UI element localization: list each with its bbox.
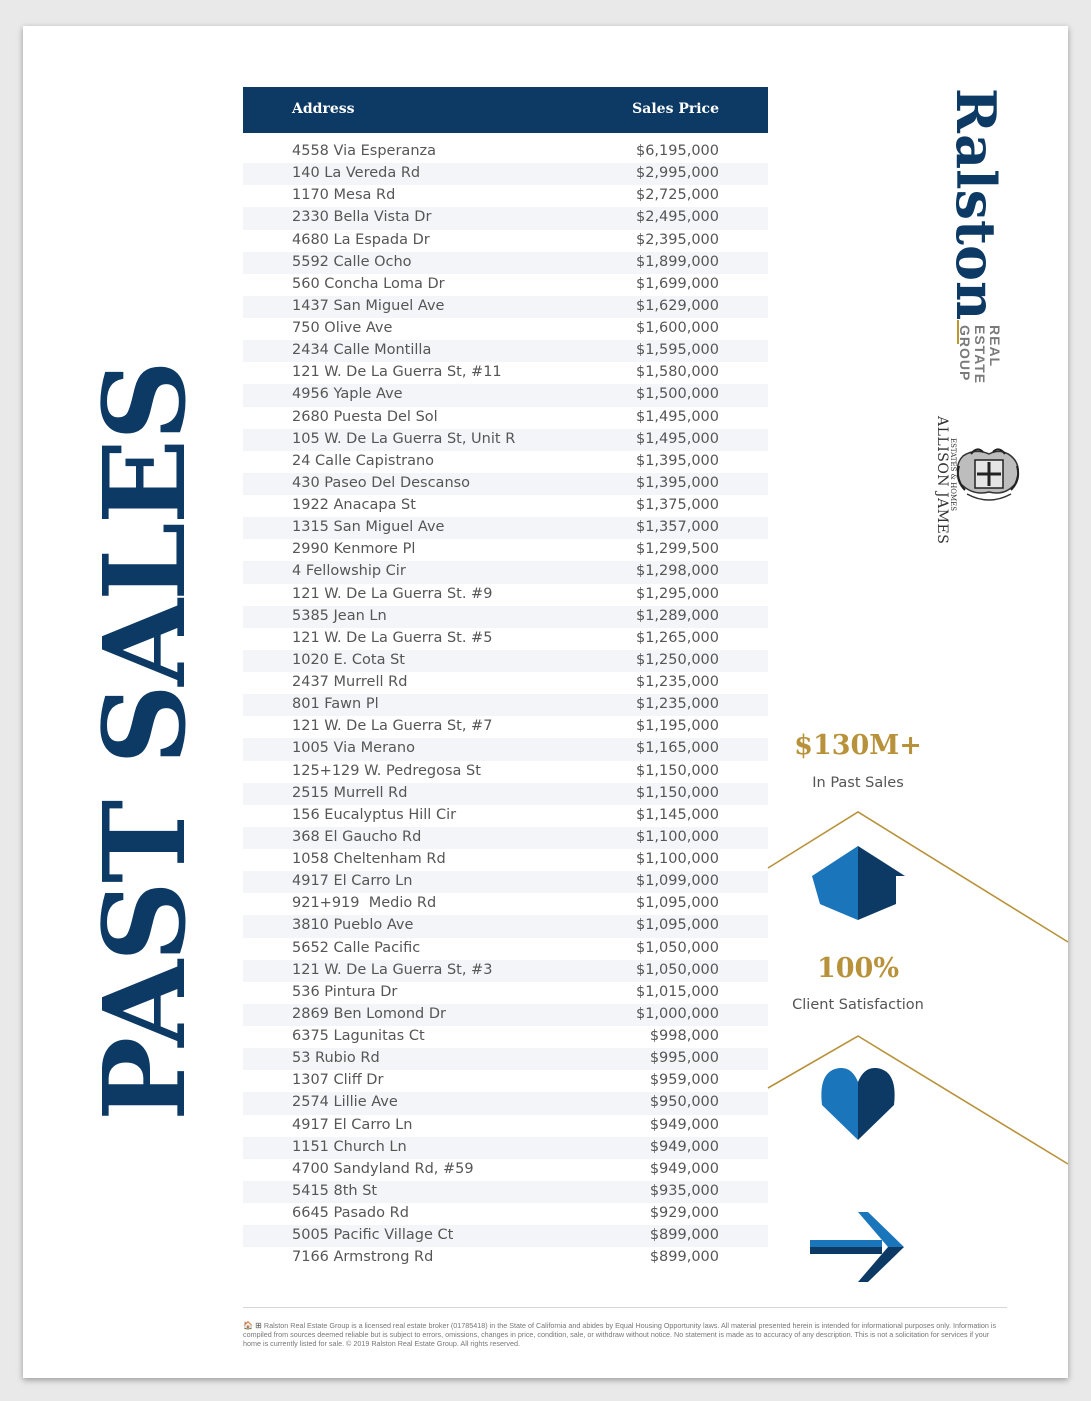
price-cell: $1,195,000 [635,718,719,735]
price-cell: $1,100,000 [635,828,719,845]
price-cell: $1,150,000 [635,784,719,801]
price-cell: $1,050,000 [635,939,719,956]
stat-sales-label: In Past Sales [812,775,904,791]
table-row [243,340,768,362]
price-cell: $1,250,000 [635,651,719,668]
price-cell: $1,099,000 [635,873,719,890]
table-row [243,1137,768,1159]
table-row [243,960,768,982]
page-title: PAST SALES [80,362,211,1121]
brand-subtitle-text: REAL ESTATE GROUP [957,325,1003,385]
address-cell: 4917 El Carro Ln [292,1116,413,1133]
price-cell: $1,600,000 [635,320,719,336]
price-cell: $1,495,000 [635,408,719,425]
price-cell: $1,395,000 [635,452,719,469]
table-row [243,893,768,915]
address-cell: 368 El Gaucho Rd [292,828,422,845]
table-row [243,473,768,495]
address-cell: 1020 E. Cota St [292,651,405,668]
partner-logo-subtext: ESTATES & HOMES [949,438,957,512]
address-cell: 2990 Kenmore Pl [292,541,416,558]
address-cell: 121 W. De La Guerra St, #3 [292,961,493,978]
address-cell: 7166 Armstrong Rd [292,1249,434,1266]
address-cell: 156 Eucalyptus Hill Cir [292,806,457,823]
stat-satisfaction-label: Client Satisfaction [792,997,924,1013]
price-cell: $1,299,500 [635,541,719,558]
arrow-right-icon [810,1212,904,1282]
address-cell: 801 Fawn Pl [292,696,379,713]
address-cell: 53 Rubio Rd [292,1050,380,1067]
price-cell: $899,000 [649,1249,719,1266]
price-cell: $950,000 [649,1094,719,1111]
stat-sales-value: $130M+ [794,730,922,761]
table-row [243,185,768,207]
table-row [243,805,768,827]
table-row [243,1092,768,1114]
price-cell: $1,289,000 [635,607,719,624]
price-cell: $1,495,000 [635,430,719,447]
table-row [243,606,768,628]
table-row [243,407,768,429]
sales-table-header [243,87,768,133]
address-cell: 4 Fellowship Cir [292,563,406,580]
address-cell: 2574 Lillie Ave [292,1094,398,1111]
address-cell: 1307 Cliff Dr [292,1072,384,1089]
table-row [243,141,768,163]
disclaimer-text: Ralston Real Estate Group is a licensed real estate broker (01785418) in the State of California and abides by Equal Housing Opportunity laws. All material presented herein is intended for informational purposes only. Information is compiled from sources deemed reliable but is subject to errors, omissions, changes in price, condition, sale, or withdraw without notice. No statement is made as to accuracy of any description. This is not a solicitation for services if your home is currently listed for sale. © 2019 Ralston Real Estate Group. All rights reserved. [243,1321,997,1348]
address-cell: 2330 Bella Vista Dr [292,209,432,226]
table-row [243,1181,768,1203]
price-cell: $1,500,000 [635,386,719,403]
table-row [243,849,768,871]
price-cell: $1,095,000 [635,895,719,912]
address-cell: 2434 Calle Montilla [292,342,432,359]
table-row [243,761,768,783]
address-cell: 121 W. De La Guerra St. #5 [292,629,493,646]
table-row [243,1004,768,1026]
table-row [243,230,768,252]
address-cell: 121 W. De La Guerra St, #7 [292,718,493,735]
price-cell: $1,235,000 [635,696,719,713]
table-row [243,1203,768,1225]
price-cell: $998,000 [649,1028,719,1044]
address-cell: 4956 Yaple Ave [292,386,403,403]
price-cell: $2,395,000 [635,231,719,248]
price-cell: $995,000 [649,1050,719,1067]
address-cell: 125+129 W. Pedregosa St [292,762,481,779]
table-row [243,495,768,517]
price-cell: $1,295,000 [635,585,719,602]
address-cell: 105 W. De La Guerra St, Unit R [292,430,516,447]
table-row [243,1026,768,1048]
address-cell: 1922 Anacapa St [292,497,416,513]
address-cell: 6375 Lagunitas Ct [292,1028,425,1044]
table-row [243,274,768,296]
price-cell: $1,150,000 [635,762,719,779]
price-cell: $1,165,000 [635,740,719,757]
price-cell: $949,000 [649,1138,719,1155]
address-cell: 121 W. De La Guerra St, #11 [292,364,502,381]
price-cell: $1,395,000 [635,474,719,491]
address-cell: 2437 Murrell Rd [292,674,408,690]
price-cell: $6,195,000 [635,143,719,159]
price-cell: $959,000 [649,1072,719,1089]
price-cell: $1,235,000 [635,674,719,690]
price-cell: $1,580,000 [635,364,719,381]
price-cell: $949,000 [649,1116,719,1133]
table-row [243,783,768,805]
price-cell: $1,298,000 [635,563,719,580]
table-row [243,672,768,694]
table-row [243,539,768,561]
price-cell: $1,699,000 [635,275,719,292]
table-row [243,517,768,539]
price-cell: $1,265,000 [635,629,719,646]
price-cell: $2,725,000 [635,187,719,204]
table-row [243,628,768,650]
sales-table-body [243,141,768,1269]
price-cell: $1,100,000 [635,851,719,867]
table-row [243,1225,768,1247]
address-cell: 1315 San Miguel Ave [292,519,445,536]
address-cell: 2515 Murrell Rd [292,784,408,801]
footer-disclaimer [243,1321,1009,1348]
table-row [243,871,768,893]
partner-logo-text: ALLISON JAMES [934,416,950,545]
address-cell: 5385 Jean Ln [292,607,387,624]
table-row [243,982,768,1004]
address-cell: 2680 Puesta Del Sol [292,408,438,425]
table-row [243,827,768,849]
price-cell: $1,015,000 [635,983,719,1000]
stat-satisfaction-value: 100% [816,953,899,984]
table-row [243,1070,768,1092]
table-row [243,318,768,340]
table-row [243,296,768,318]
address-cell: 1058 Cheltenham Rd [292,851,446,867]
address-cell: 3810 Pueblo Ave [292,917,414,934]
price-cell: $935,000 [649,1182,719,1199]
address-cell: 921+919 Medio Rd [292,895,437,912]
table-row [243,429,768,451]
footer-divider [243,1307,1007,1308]
gold-roofline-bottom [768,1036,1068,1164]
price-cell: $2,995,000 [635,165,719,182]
price-cell: $2,495,000 [635,209,719,226]
address-cell: 1437 San Miguel Ave [292,297,445,314]
address-cell: 5592 Calle Ocho [292,253,412,270]
address-cell: 121 W. De La Guerra St. #9 [292,585,493,602]
table-row [243,163,768,185]
equal-housing-icon: 🏠 ⊞ [243,1321,262,1330]
address-cell: 430 Paseo Del Descanso [292,474,471,491]
price-cell: $1,000,000 [635,1005,719,1022]
address-cell: 4917 El Carro Ln [292,873,413,890]
table-row [243,1159,768,1181]
table-row [243,915,768,937]
table-row [243,716,768,738]
address-cell: 140 La Vereda Rd [292,165,421,182]
address-cell: 536 Pintura Dr [292,983,398,1000]
price-cell: $1,145,000 [635,806,719,823]
address-column-header: Address [292,101,355,117]
address-cell: 4700 Sandyland Rd, #59 [292,1160,474,1177]
price-cell: $899,000 [649,1227,719,1244]
stats-decoration [760,800,1070,1300]
price-cell: $1,629,000 [635,297,719,314]
address-cell: 6645 Pasado Rd [292,1205,409,1221]
table-row [243,561,768,583]
price-cell: $1,357,000 [635,519,719,536]
price-cell: $929,000 [649,1205,719,1221]
price-column-header: Sales Price [632,101,719,117]
address-cell: 2869 Ben Lomond Dr [292,1005,446,1022]
price-cell: $1,595,000 [635,342,719,359]
heart-icon [821,1068,894,1140]
table-row [243,1115,768,1137]
price-cell: $1,899,000 [635,253,719,270]
price-cell: $1,375,000 [635,497,719,513]
price-cell: $949,000 [649,1160,719,1177]
address-cell: 750 Olive Ave [292,320,393,336]
table-row [243,207,768,229]
table-row [243,738,768,760]
table-row [243,451,768,473]
address-cell: 1151 Church Ln [292,1138,407,1155]
address-cell: 5652 Calle Pacific [292,939,421,956]
address-cell: 5005 Pacific Village Ct [292,1227,454,1244]
brand-subtitle [957,325,1002,395]
table-row [243,1247,768,1269]
address-cell: 4558 Via Esperanza [292,143,437,159]
price-cell: $1,095,000 [635,917,719,934]
table-row [243,584,768,606]
table-row [243,252,768,274]
address-cell: 560 Concha Loma Dr [292,275,445,292]
table-row [243,650,768,672]
house-icon [812,846,905,920]
table-row [243,694,768,716]
table-row [243,362,768,384]
address-cell: 4680 La Espada Dr [292,231,430,248]
brand-logo-ralston: Ralston [944,88,1008,321]
table-row [243,384,768,406]
address-cell: 1005 Via Merano [292,740,415,757]
table-row [243,1048,768,1070]
price-cell: $1,050,000 [635,961,719,978]
address-cell: 5415 8th St [292,1182,378,1199]
table-row [243,938,768,960]
address-cell: 1170 Mesa Rd [292,187,396,204]
address-cell: 24 Calle Capistrano [292,452,435,469]
